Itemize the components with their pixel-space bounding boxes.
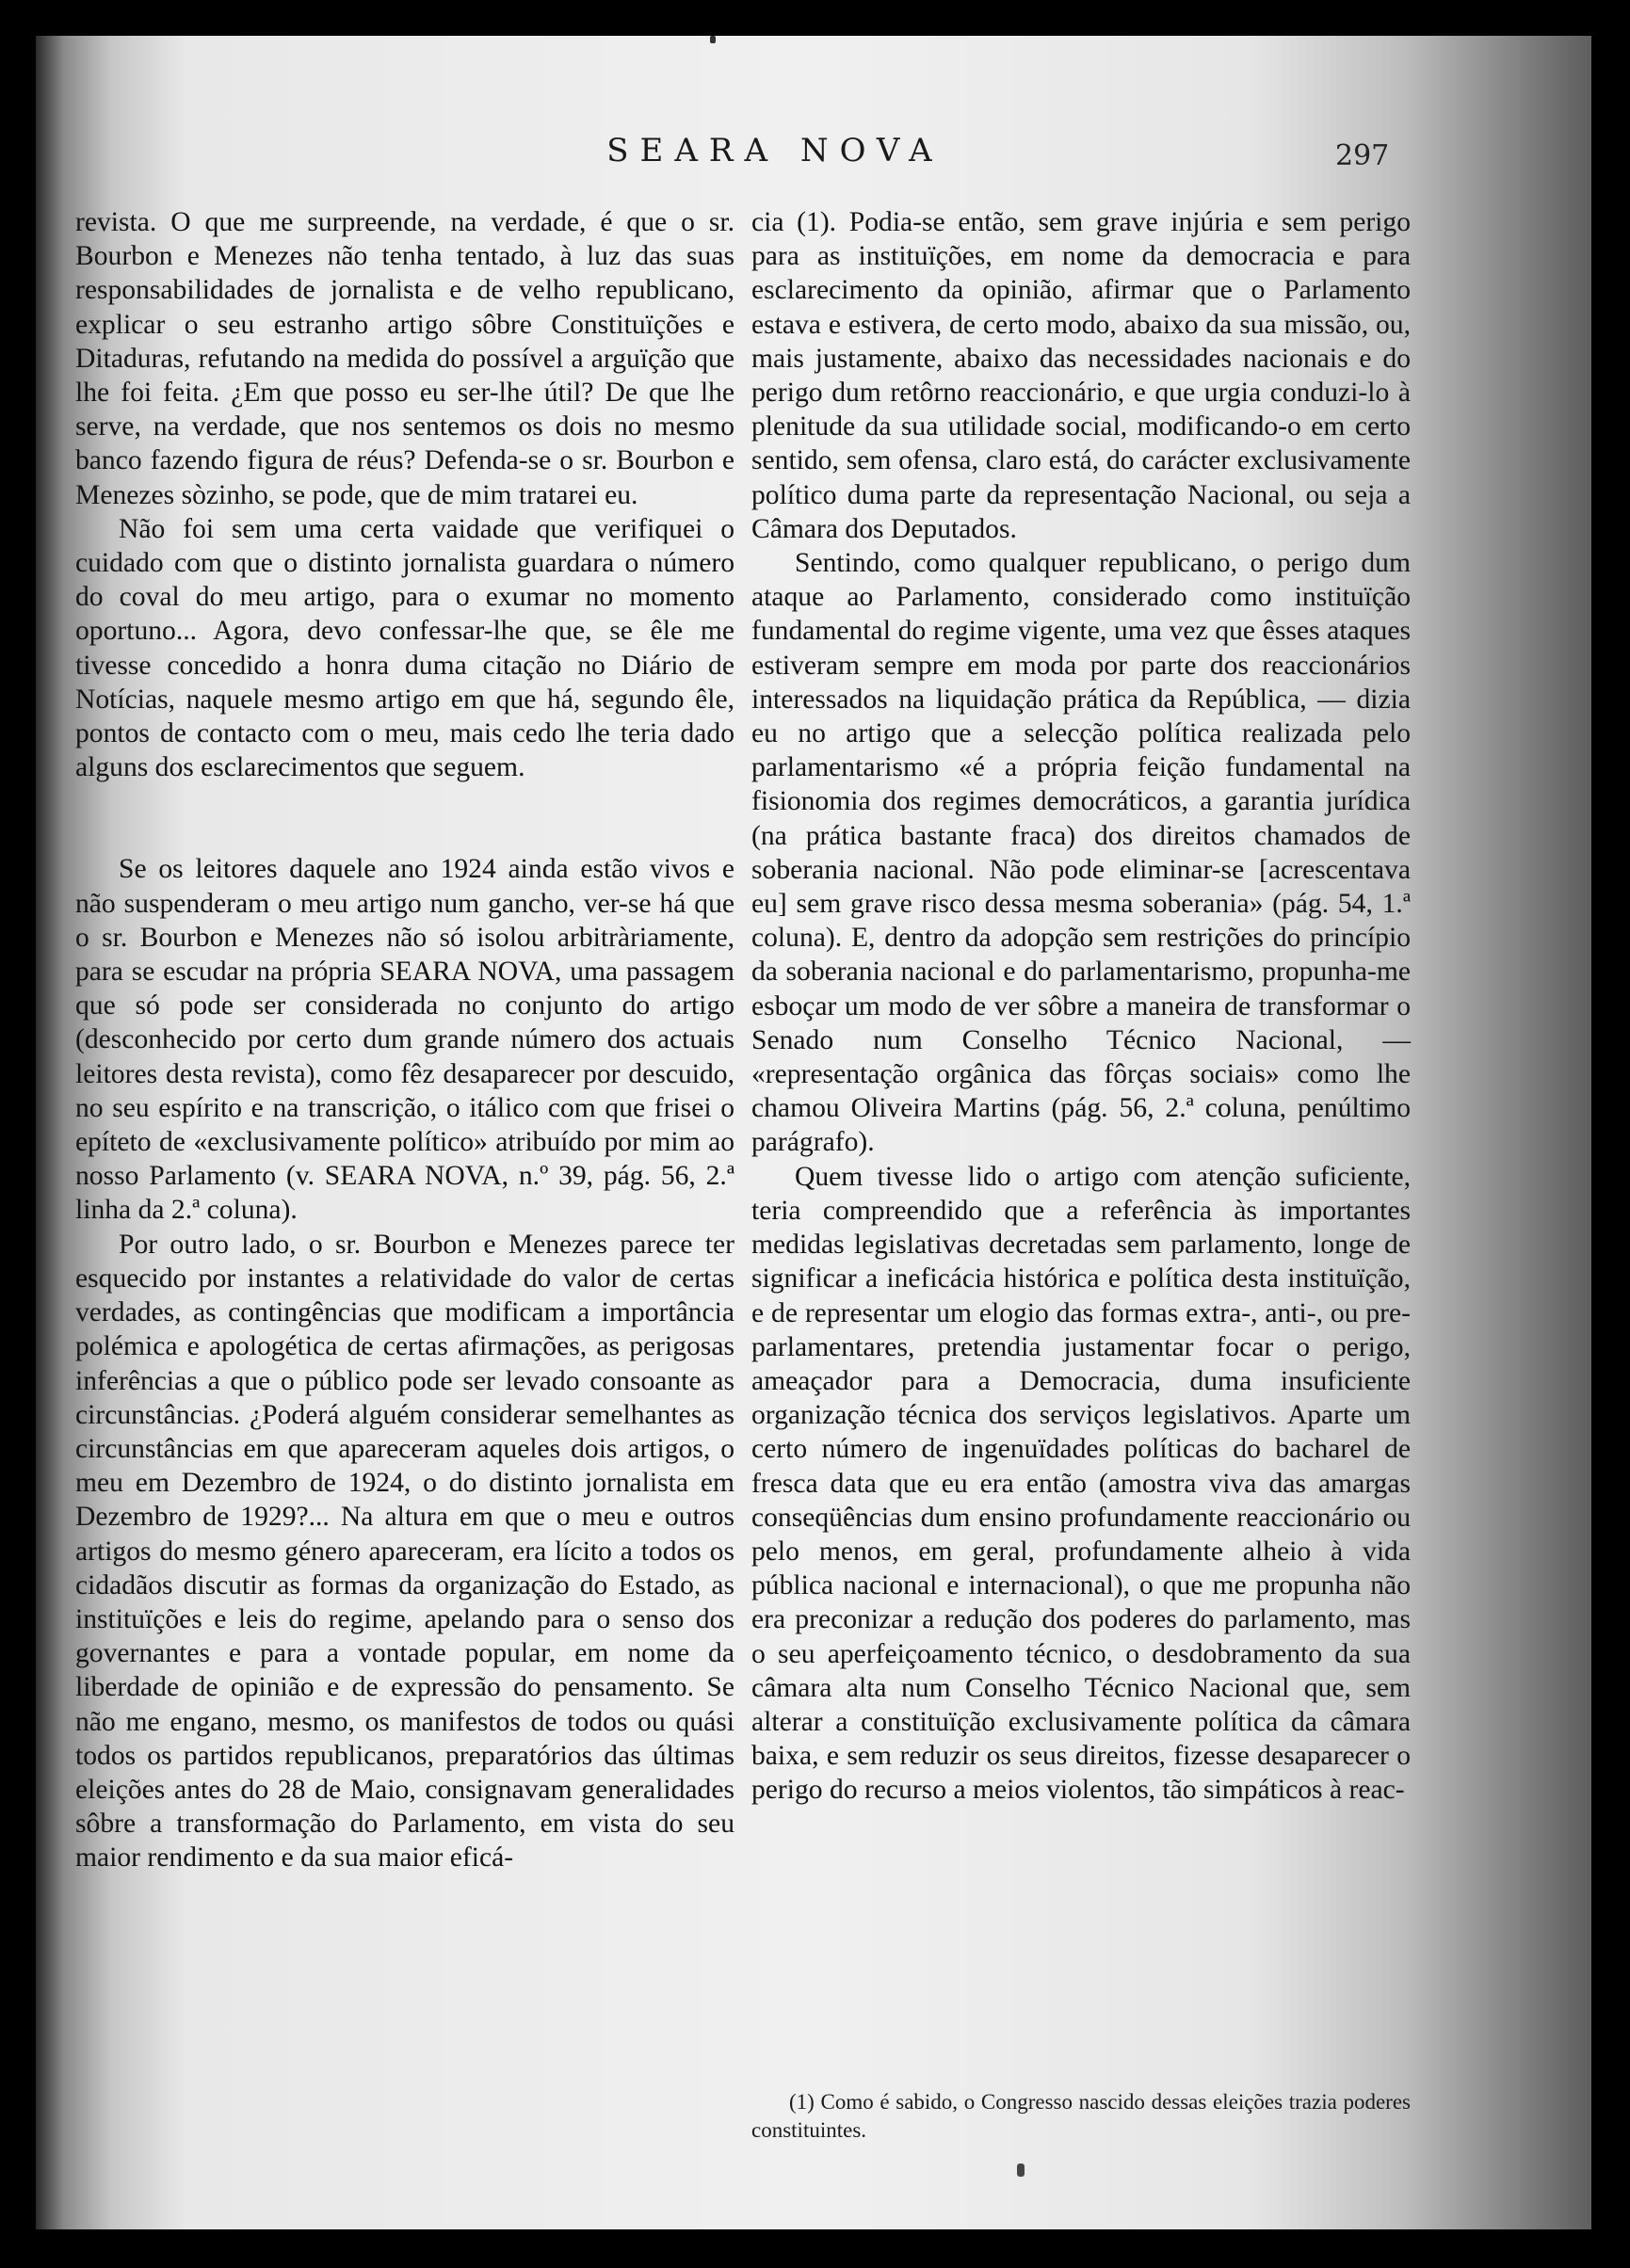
scan-mark	[710, 36, 716, 43]
right-column	[751, 205, 1411, 1808]
paragraph: Quem tivesse lido o artigo com atenção suficiente, teria compreendido que a referência às importantes medidas legislativas decretadas sem parlamento, longe de significar a ineficácia histórica e política desta instituïção, e de representar um elogio das formas extra-, anti-, ou pre-parlamentares, pretendia justamentar focar o perigo, ameaçador para a Democracia, duma insuficiente organização técnica dos serviços legislativos. Aparte um certo número de ingenuïdades políticas do bacharel de fresca data que eu era então (amostra viva das amargas conseqüências dum ensino profundamente reaccionário ou pelo menos, em geral, profundamente alheio à vida pública nacional e internacional), o que me propunha não era preconizar a redução dos poderes do parlamento, mas o seu aperfeiçoamento técnico, o desdobramento da sua câmara alta num Conselho Técnico Nacional que, sem alterar a constituïção exclusivamente política da câmara baixa, e sem reduzir os seus direitos, fizesse desaparecer o perigo do recurso a meios violentos, tão simpáticos à reac-	[751, 1161, 1411, 1806]
scanned-page	[36, 36, 1591, 2229]
paragraph: Não foi sem uma certa vaidade que verifiquei o cuidado com que o distinto jornalista guardara o número do coval do meu artigo, para o exumar no momento oportuno... Agora, devo confessar-lhe que, se êle me tivesse concedido a honra duma citação no Diário de Notícias, naquele mesmo artigo em que há, segundo êle, pontos de contacto com o meu, mais cedo lhe teria dado alguns dos esclarecimentos que seguem.	[75, 513, 734, 783]
page-header	[36, 100, 1591, 172]
paragraph: revista. O que me surpreende, na verdade, é que o sr. Bourbon e Menezes não tenha tentado, à luz das suas responsabilidades de jornalista e de velho republicano, explicar o seu estranho artigo sôbre Constituïções e Ditaduras, refutando na medida do possível a arguïção que lhe foi feita. ¿Em que posso eu ser-lhe útil? De que lhe serve, na verdade, que nos sentemos os dois no mesmo banco fazendo figura de réus? Defenda-se o sr. Bourbon e Menezes sòzinho, se pode, que de mim tratarei eu.	[75, 207, 734, 510]
scan-mark	[1017, 2163, 1025, 2177]
paragraph: Por outro lado, o sr. Bourbon e Menezes parece ter esquecido por instantes a relatividade do valor de certas verdades, as contingências que modificam a importância polémica e apologética de certas afirmações, as perigosas inferências a que o público pode ser levado consoante as circunstâncias. ¿Poderá alguém considerar semelhantes as circunstâncias em que apareceram aqueles dois artigos, o meu em Dezembro de 1924, o do distinto jornalista em Dezembro de 1929?... Na altura em que o meu e outros artigos do mesmo género apareceram, era lícito a todos os cidadãos discutir as formas da organização do Estado, as instituïções e leis do regime, apelando para o senso dos governantes e para a vontade popular, em nome da liberdade de opinião e de expressão do pensamento. Se não me engano, mesmo, os manifestos de todos ou quási todos os partidos republicanos, preparatórios das últimas eleições antes do 28 de Maio, consignavam generalidades sôbre a transformação do Parlamento, em vista do seu maior rendimento e da sua maior eficá-	[75, 1229, 734, 1874]
paragraph: cia (1). Podia-se então, sem grave injúria e sem perigo para as instituïções, em nome da democracia e para esclarecimento da opinião, afirmar que o Parlamento estava e estivera, de certo modo, abaixo da sua missão, ou, mais justamente, abaixo das necessidades nacionais e do perigo dum retôrno reaccionário, e que urgia conduzi-lo à plenitude da sua utilidade social, modificando-o em certo sentido, sem ofensa, claro está, do carácter exclusivamente político duma parte da representação Nacional, ou seja a Câmara dos Deputados.	[751, 207, 1411, 544]
running-title: SEARA NOVA	[606, 132, 944, 169]
paragraph: Sentindo, como qualquer republicano, o perigo dum ataque ao Parlamento, considerado como instituïção fundamental do regime vigente, uma vez que êsses ataques estiveram sempre em moda por parte dos reaccionários interessados na liquidação prática da República, — dizia eu no artigo que a selecção política realizada pelo parlamentarismo «é a própria feição fundamental na fisionomia dos regimes democráticos, a garantia jurídica (na prática bastante fraca) dos direitos chamados de soberania nacional. Não pode eliminar-se [acrescentava eu] sem grave risco dessa mesma soberania» (pág. 54, 1.ª coluna). E, dentro da adopção sem restrições do princípio da soberania nacional e do parlamentarismo, propunha-me esboçar um modo de ver sôbre a maneira de transformar o Senado num Conselho Técnico Nacional, — «representação orgânica das fôrças sociais» como lhe chamou Oliveira Martins (pág. 56, 2.ª coluna, penúltimo parágrafo).	[751, 548, 1411, 1158]
page-number: 297	[1335, 139, 1390, 172]
footnote: (1) Como é sabido, o Congresso nascido dessas eleições trazia poderes constituintes.	[751, 2090, 1411, 2142]
paragraph: Se os leitores daquele ano 1924 ainda estão vivos e não suspenderam o meu artigo num gancho, ver-se há que o sr. Bourbon e Menezes não só isolou arbitràriamente, para se escudar na própria SEARA NOVA, uma passagem que só pode ser considerada no conjunto do artigo (desconhecido por certo dum grande número dos actuais leitores desta revista), como fêz desaparecer por descuido, no seu espírito e na transcrição, o itálico com que frisei o epíteto de «exclusivamente político» atribuído por mim ao nosso Parlamento (v. SEARA NOVA, n.º 39, pág. 56, 2.ª linha da 2.ª coluna).	[75, 854, 734, 1226]
left-column	[75, 205, 734, 1875]
